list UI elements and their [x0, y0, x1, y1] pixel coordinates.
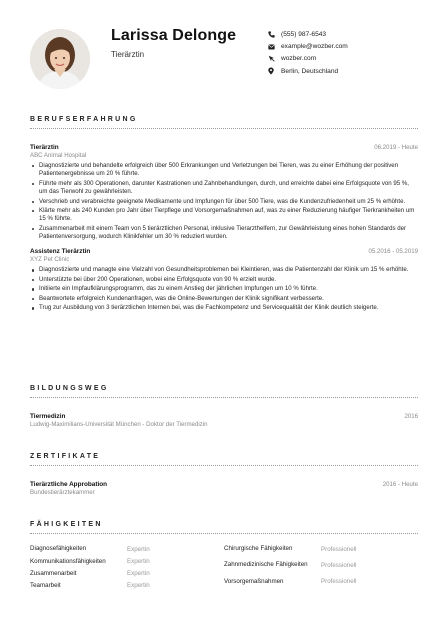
- certificate-title: Tierärztliche Approbation: [30, 481, 108, 488]
- contact-email-text[interactable]: example@wozber.com: [281, 43, 348, 51]
- skill-name: Kommunikationsfähigkeiten: [30, 557, 106, 565]
- certificate-entry: [30, 481, 418, 496]
- achievement-list: [30, 162, 418, 241]
- education-section: [30, 385, 418, 428]
- job-date: 06.2019 - Heute: [374, 144, 418, 151]
- section-title: ZERTIFIKATE: [30, 453, 418, 466]
- phone-icon: [267, 30, 275, 38]
- contact-location-text: Berlin, Deutschland: [281, 67, 339, 75]
- employer: ABC Animal Hospital: [30, 152, 87, 159]
- list-item: Trug zur Ausbildung von 3 tierärztlichen Internen bei, was die Fachkompetenz und Servicequalität der Klinik deutlich steigerte.: [30, 304, 418, 312]
- list-item: Führte mehr als 300 Operationen, darunter Kastrationen und Zahnbehandlungen, durch, und erreichte dabei eine Erfolgsquote von 95 %, um das Tierwohl zu gewährleisten.: [30, 180, 418, 197]
- list-item: Initiierte ein Impfaufklärungsprogramm, das zu einem Anstieg der jährlichen Impfungen um 10 % führte.: [30, 285, 418, 293]
- list-item: Unterstützte bei über 200 Operationen, wobei eine Erfolgsquote von 90 % erzielt wurde.: [30, 276, 418, 284]
- skill-name: Vorsorgemaßnahmen: [224, 577, 284, 585]
- list-item: Diagnostizierte und behandelte erfolgreich über 500 Erkrankungen und Verletzungen bei Tieren, was zu einer Erhöhung der positiven Patientenergebnisse um 20 % führte.: [30, 162, 418, 179]
- list-item: Diagnostizierte und managte eine Vielzahl von Gesundheitsproblemen bei Kleintieren, was die Patientenzahl der Klinik um 15 % erhöhte.: [30, 266, 418, 274]
- achievement-list: [30, 266, 418, 312]
- skill-name: Chirurgische Fähigkeiten: [224, 545, 293, 553]
- skill-item: [224, 575, 418, 587]
- skills-column-right: [224, 543, 418, 592]
- skill-level: Expertin: [127, 569, 150, 577]
- skill-name: Diagnosefähigkeiten: [30, 545, 87, 553]
- skill-name: Zusammenarbeit: [30, 569, 77, 577]
- list-item: Zusammenarbeit mit einem Team von 5 tierärztlichen Personal, inklusive Tierarzthelfern, zur Gewährleistung eines hohen Standards der Patientenversorgung, wodurch Klinikfehler um 30 % reduziert wurden.: [30, 225, 418, 242]
- skills-column-left: [30, 543, 224, 592]
- skill-level: Expertin: [127, 557, 150, 565]
- contact-list: [267, 28, 348, 78]
- skill-name: Zahnmedizinische Fähigkeiten: [224, 561, 308, 569]
- skill-level: Expertin: [127, 582, 150, 590]
- contact-phone-text[interactable]: (555) 987-6543: [281, 30, 327, 38]
- contact-phone: [267, 28, 348, 40]
- email-icon: [267, 43, 275, 51]
- section-title: FÄHIGKEITEN: [30, 521, 418, 534]
- experience-entry: [30, 248, 418, 312]
- section-title: BERUFSERFAHRUNG: [30, 116, 418, 129]
- certificate-date: 2016 - Heute: [382, 481, 418, 488]
- skill-item: [224, 543, 418, 555]
- skill-item: [30, 580, 224, 592]
- skill-item: [30, 543, 224, 555]
- institution: Ludwig-Maximilians-Universität München - Doktor der Tiermedizin: [30, 421, 208, 428]
- skill-item: [30, 555, 224, 567]
- list-item: Beantwortete erfolgreich Kundenanfragen, was die Online-Bewertungen der Klinik signifikant verbesserte.: [30, 295, 418, 303]
- candidate-name: Larissa Delonge: [111, 27, 237, 44]
- list-item: Verschrieb und verabreichte geeignete Medikamente und Impfungen für über 500 Tiere, was die Kundenzufriedenheit um 25 % erhöhte.: [30, 198, 418, 206]
- contact-location: [267, 65, 348, 77]
- job-date: 05.2016 - 05.2019: [368, 248, 418, 256]
- degree-title: Tiermedizin: [30, 413, 66, 420]
- location-pin-icon: [267, 67, 275, 75]
- profile-photo: [30, 29, 90, 89]
- skill-item: [30, 567, 224, 579]
- experience-entry: [30, 144, 418, 241]
- contact-website: [267, 53, 348, 65]
- job-title: Assistenz Tierärztin: [30, 248, 91, 256]
- avatar: [30, 29, 90, 89]
- skill-level: Professionell: [321, 545, 357, 553]
- skill-name: Teamarbeit: [30, 581, 61, 589]
- contact-email: [267, 40, 348, 52]
- certificates-section: [30, 453, 418, 496]
- list-item: Klärte mehr als 240 Kunden pro Jahr über Tierpflege und Vorsorgemaßnahmen auf, was zu einer Reduzierung häufiger Tierkrankheiten um 15 % führte.: [30, 207, 418, 224]
- link-icon: [267, 55, 275, 63]
- section-title: BILDUNGSWEG: [30, 385, 418, 398]
- education-entry: [30, 413, 418, 428]
- certificate-issuer: Bundestierärztekammer: [30, 489, 95, 496]
- skill-item: [224, 555, 418, 575]
- education-date: 2016: [404, 413, 418, 420]
- skills-section: [30, 521, 418, 592]
- experience-section: [30, 116, 418, 314]
- contact-website-text[interactable]: wozber.com: [281, 55, 317, 63]
- skill-level: Expertin: [127, 545, 150, 553]
- candidate-role: Tierärztin: [111, 50, 145, 59]
- skill-level: Professionell: [321, 561, 357, 569]
- skills-grid: [30, 543, 418, 592]
- employer: XYZ Pet Clinic: [30, 256, 70, 264]
- job-title: Tierärztin: [30, 144, 59, 151]
- skill-level: Professionell: [321, 577, 357, 585]
